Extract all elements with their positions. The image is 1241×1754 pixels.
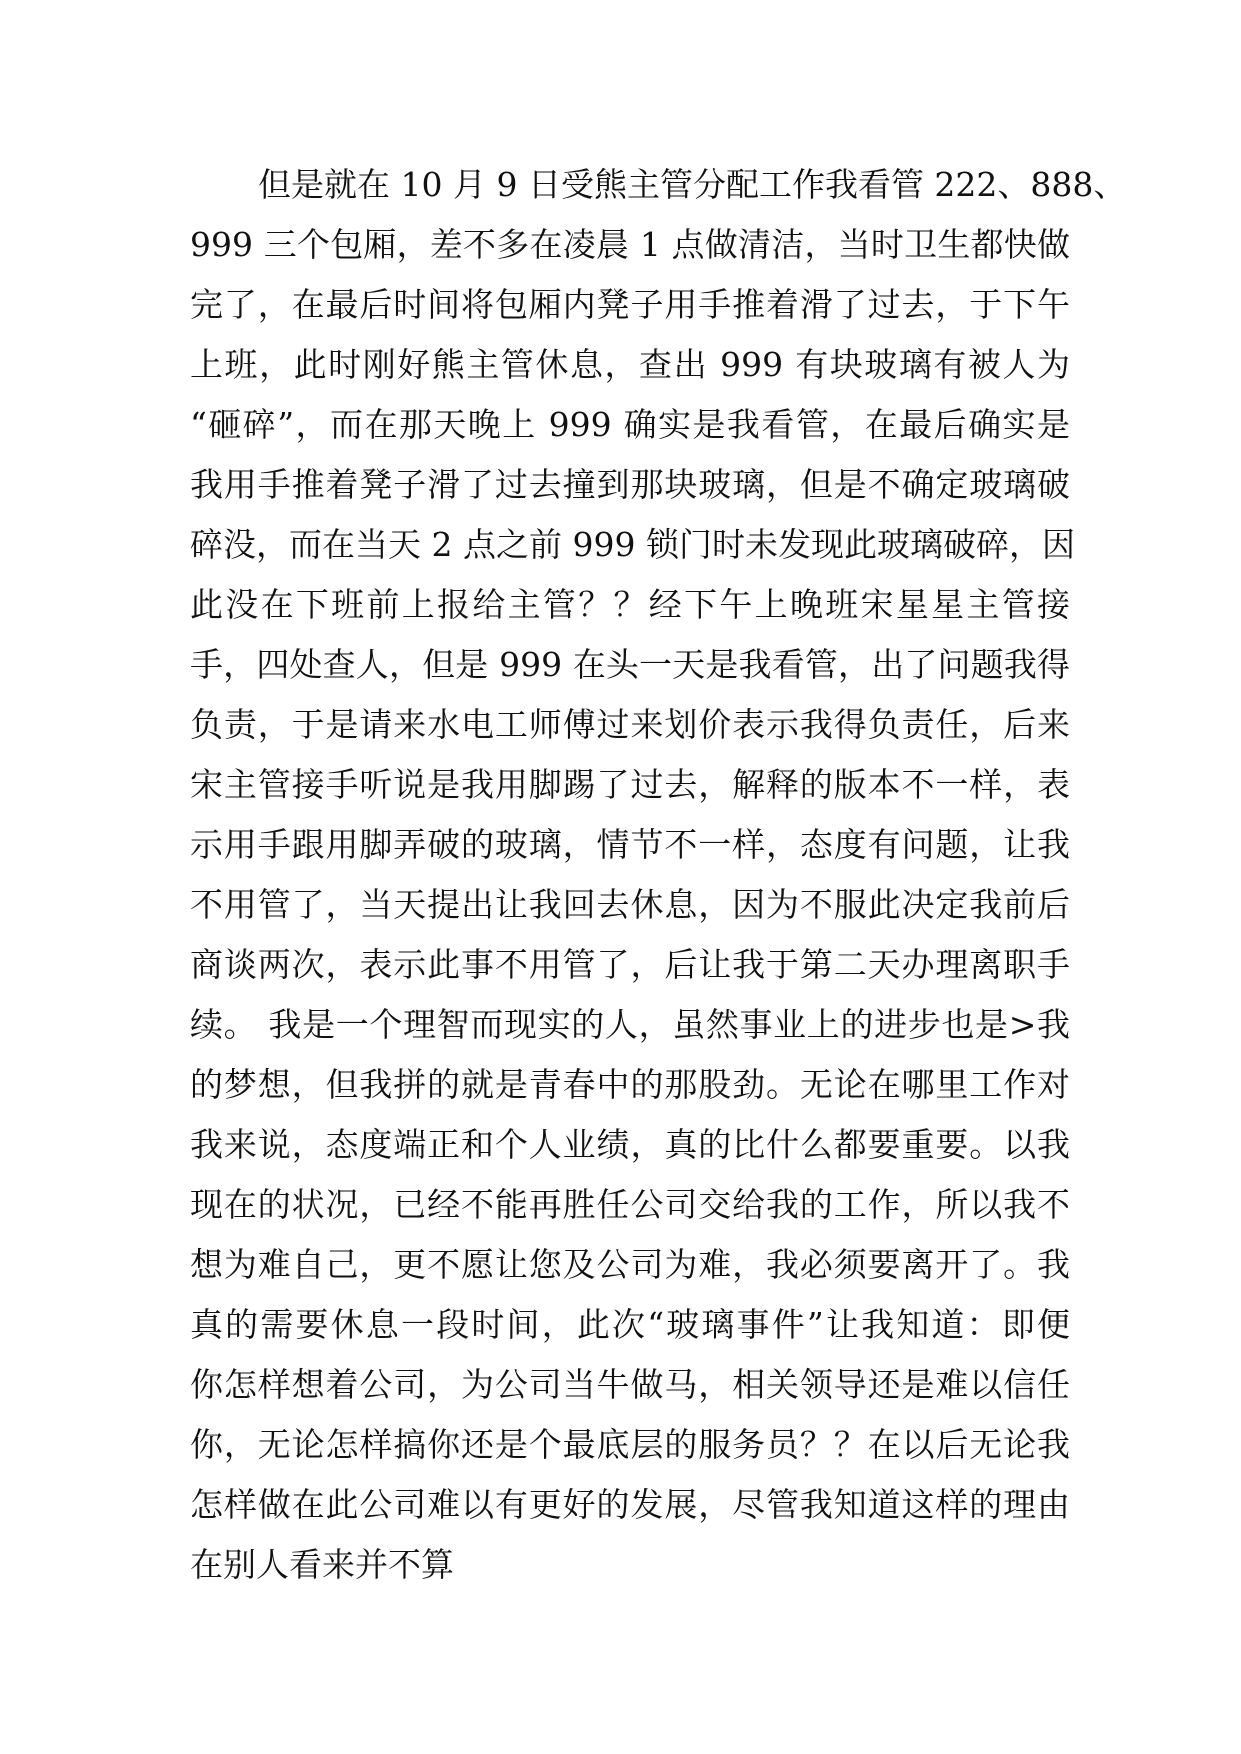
text-line: 上班，此时刚好熊主管休息，查出 999 有块玻璃有被人为 bbox=[190, 345, 1070, 384]
text-line: 现在的状况，已经不能再胜任公司交给我的工作，所以我不 bbox=[190, 1185, 1070, 1224]
text-line: 999 三个包厢，差不多在凌晨 1 点做清洁，当时卫生都快做 bbox=[190, 225, 1070, 264]
text-line: 的梦想，但我拼的就是青春中的那股劲。无论在哪里工作对 bbox=[190, 1065, 1070, 1104]
text-line: 但是就在 10 月 9 日受熊主管分配工作我看管 222、888、 bbox=[258, 165, 1127, 204]
text-line: 负责，于是请来水电工师傅过来划价表示我得负责任，后来 bbox=[190, 705, 1070, 744]
text-line: 示用手跟用脚弄破的玻璃，情节不一样，态度有问题，让我 bbox=[190, 825, 1070, 864]
text-line: 宋主管接手听说是我用脚踢了过去，解释的版本不一样，表 bbox=[190, 765, 1070, 804]
text-line: 真的需要休息一段时间，此次“玻璃事件”让我知道：即便 bbox=[190, 1305, 1070, 1344]
text-line: 完了，在最后时间将包厢内凳子用手推着滑了过去，于下午 bbox=[190, 285, 1070, 324]
text-line: 在别人看来并不算 bbox=[190, 1545, 454, 1584]
text-line: 你，无论怎样搞你还是个最底层的服务员？？在以后无论我 bbox=[190, 1425, 1070, 1464]
body-paragraph bbox=[190, 155, 1127, 1595]
text-line: 你怎样想着公司，为公司当牛做马，相关领导还是难以信任 bbox=[190, 1365, 1070, 1404]
text-line: 我来说，态度端正和个人业绩，真的比什么都要重要。以我 bbox=[190, 1125, 1070, 1164]
text-line: 碎没，而在当天 2 点之前 999 锁门时未发现此玻璃破碎，因 bbox=[190, 525, 1075, 564]
text-line: 续。 我是一个理智而现实的人，虽然事业上的进步也是>我 bbox=[190, 1005, 1070, 1044]
text-line: 商谈两次，表示此事不用管了，后让我于第二天办理离职手 bbox=[190, 945, 1070, 984]
text-line: 想为难自己，更不愿让您及公司为难，我必须要离开了。我 bbox=[190, 1245, 1070, 1284]
text-line: 我用手推着凳子滑了过去撞到那块玻璃，但是不确定玻璃破 bbox=[190, 465, 1070, 504]
text-line: 不用管了，当天提出让我回去休息，因为不服此决定我前后 bbox=[190, 885, 1070, 924]
text-line: 此没在下班前上报给主管？？经下午上晚班宋星星主管接 bbox=[190, 585, 1070, 624]
text-line: 手，四处查人，但是 999 在头一天是我看管，出了问题我得 bbox=[190, 645, 1070, 684]
text-line: “砸碎”，而在那天晚上 999 确实是我看管，在最后确实是 bbox=[190, 405, 1070, 444]
text-line: 怎样做在此公司难以有更好的发展，尽管我知道这样的理由 bbox=[190, 1485, 1070, 1524]
